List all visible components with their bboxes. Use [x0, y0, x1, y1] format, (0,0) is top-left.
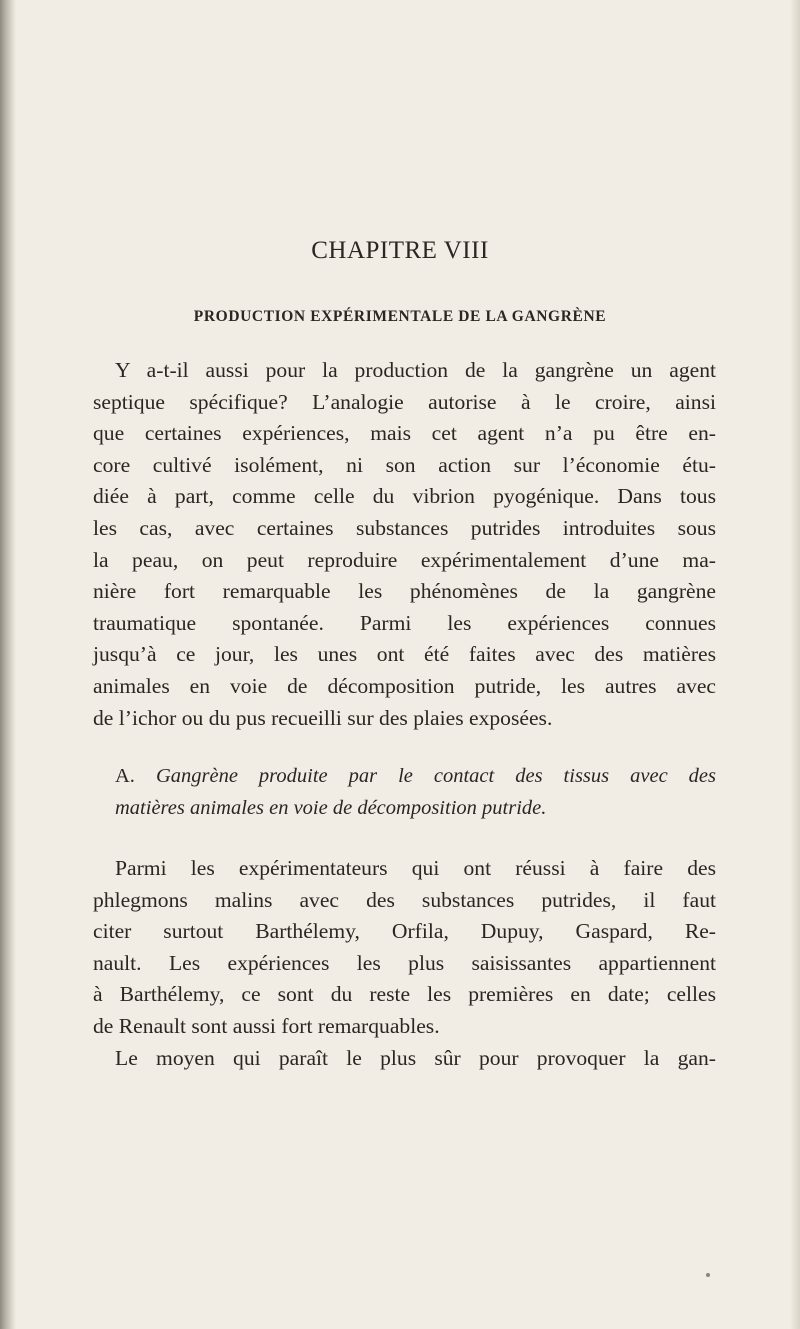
paragraph-line: nault. Les expériences les plus saisissantes appartiennent: [93, 950, 716, 975]
section-body-paragraph: [93, 853, 716, 1074]
section-heading: [93, 761, 716, 824]
paper-speck: [706, 1273, 710, 1277]
chapter-subtitle: PRODUCTION EXPÉRIMENTALE DE LA GANGRÈNE: [193, 308, 607, 325]
section-title-part-1: Gangrène produite par le contact des tissus avec des: [155, 765, 716, 787]
paragraph-line: la peau, on peut reproduire expérimentalement d’une ma-: [93, 547, 716, 572]
paragraph-line: nière fort remarquable les phénomènes de la gangrène: [93, 579, 716, 604]
section-heading-line-1: [93, 761, 716, 793]
intro-paragraph: [93, 355, 716, 734]
section-label: A.: [115, 765, 135, 787]
paragraph-line: septique spécifique? L’analogie autorise à le croire, ainsi: [93, 389, 716, 414]
paragraph-line: les cas, avec certaines substances putrides introduites sous: [93, 515, 716, 540]
paragraph-line: jusqu’à ce jour, les unes ont été faites avec des matières: [93, 642, 716, 667]
paragraph-line: traumatique spontanée. Parmi les expériences connues: [93, 610, 716, 635]
paragraph-line: Le moyen qui paraît le plus sûr pour provoquer la gan-: [115, 1045, 716, 1070]
paragraph-line: à Barthélemy, ce sont du reste les premières en date; celles: [93, 982, 716, 1007]
paragraph-line: phlegmons malins avec des substances putrides, il faut: [93, 887, 716, 912]
paragraph-line: animales en voie de décomposition putride, les autres avec: [93, 673, 716, 698]
chapter-title: CHAPITRE VIII: [311, 237, 489, 264]
page-edge-right: [790, 0, 800, 1329]
paragraph-line: de l’ichor ou du pus recueilli sur des plaies exposées.: [93, 705, 553, 730]
section-title-part-2: matières animales en voie de décomposition putride.: [115, 796, 547, 819]
paragraph-line: que certaines expériences, mais cet agent n’a pu être en-: [93, 421, 716, 446]
paragraph-line: de Renault sont aussi fort remarquables.: [93, 1013, 440, 1038]
page-edge-left: [0, 0, 16, 1329]
paragraph-line: citer surtout Barthélemy, Orfila, Dupuy, Gaspard, Re-: [93, 919, 716, 944]
paragraph-line: diée à part, comme celle du vibrion pyogénique. Dans tous: [93, 484, 716, 509]
paragraph-line: Parmi les expérimentateurs qui ont réussi à faire des: [115, 856, 716, 880]
paragraph-line: core cultivé isolément, ni son action sur l’économie étu-: [93, 452, 716, 477]
paragraph-line: Y a-t-il aussi pour la production de la gangrène un agent: [115, 358, 716, 382]
